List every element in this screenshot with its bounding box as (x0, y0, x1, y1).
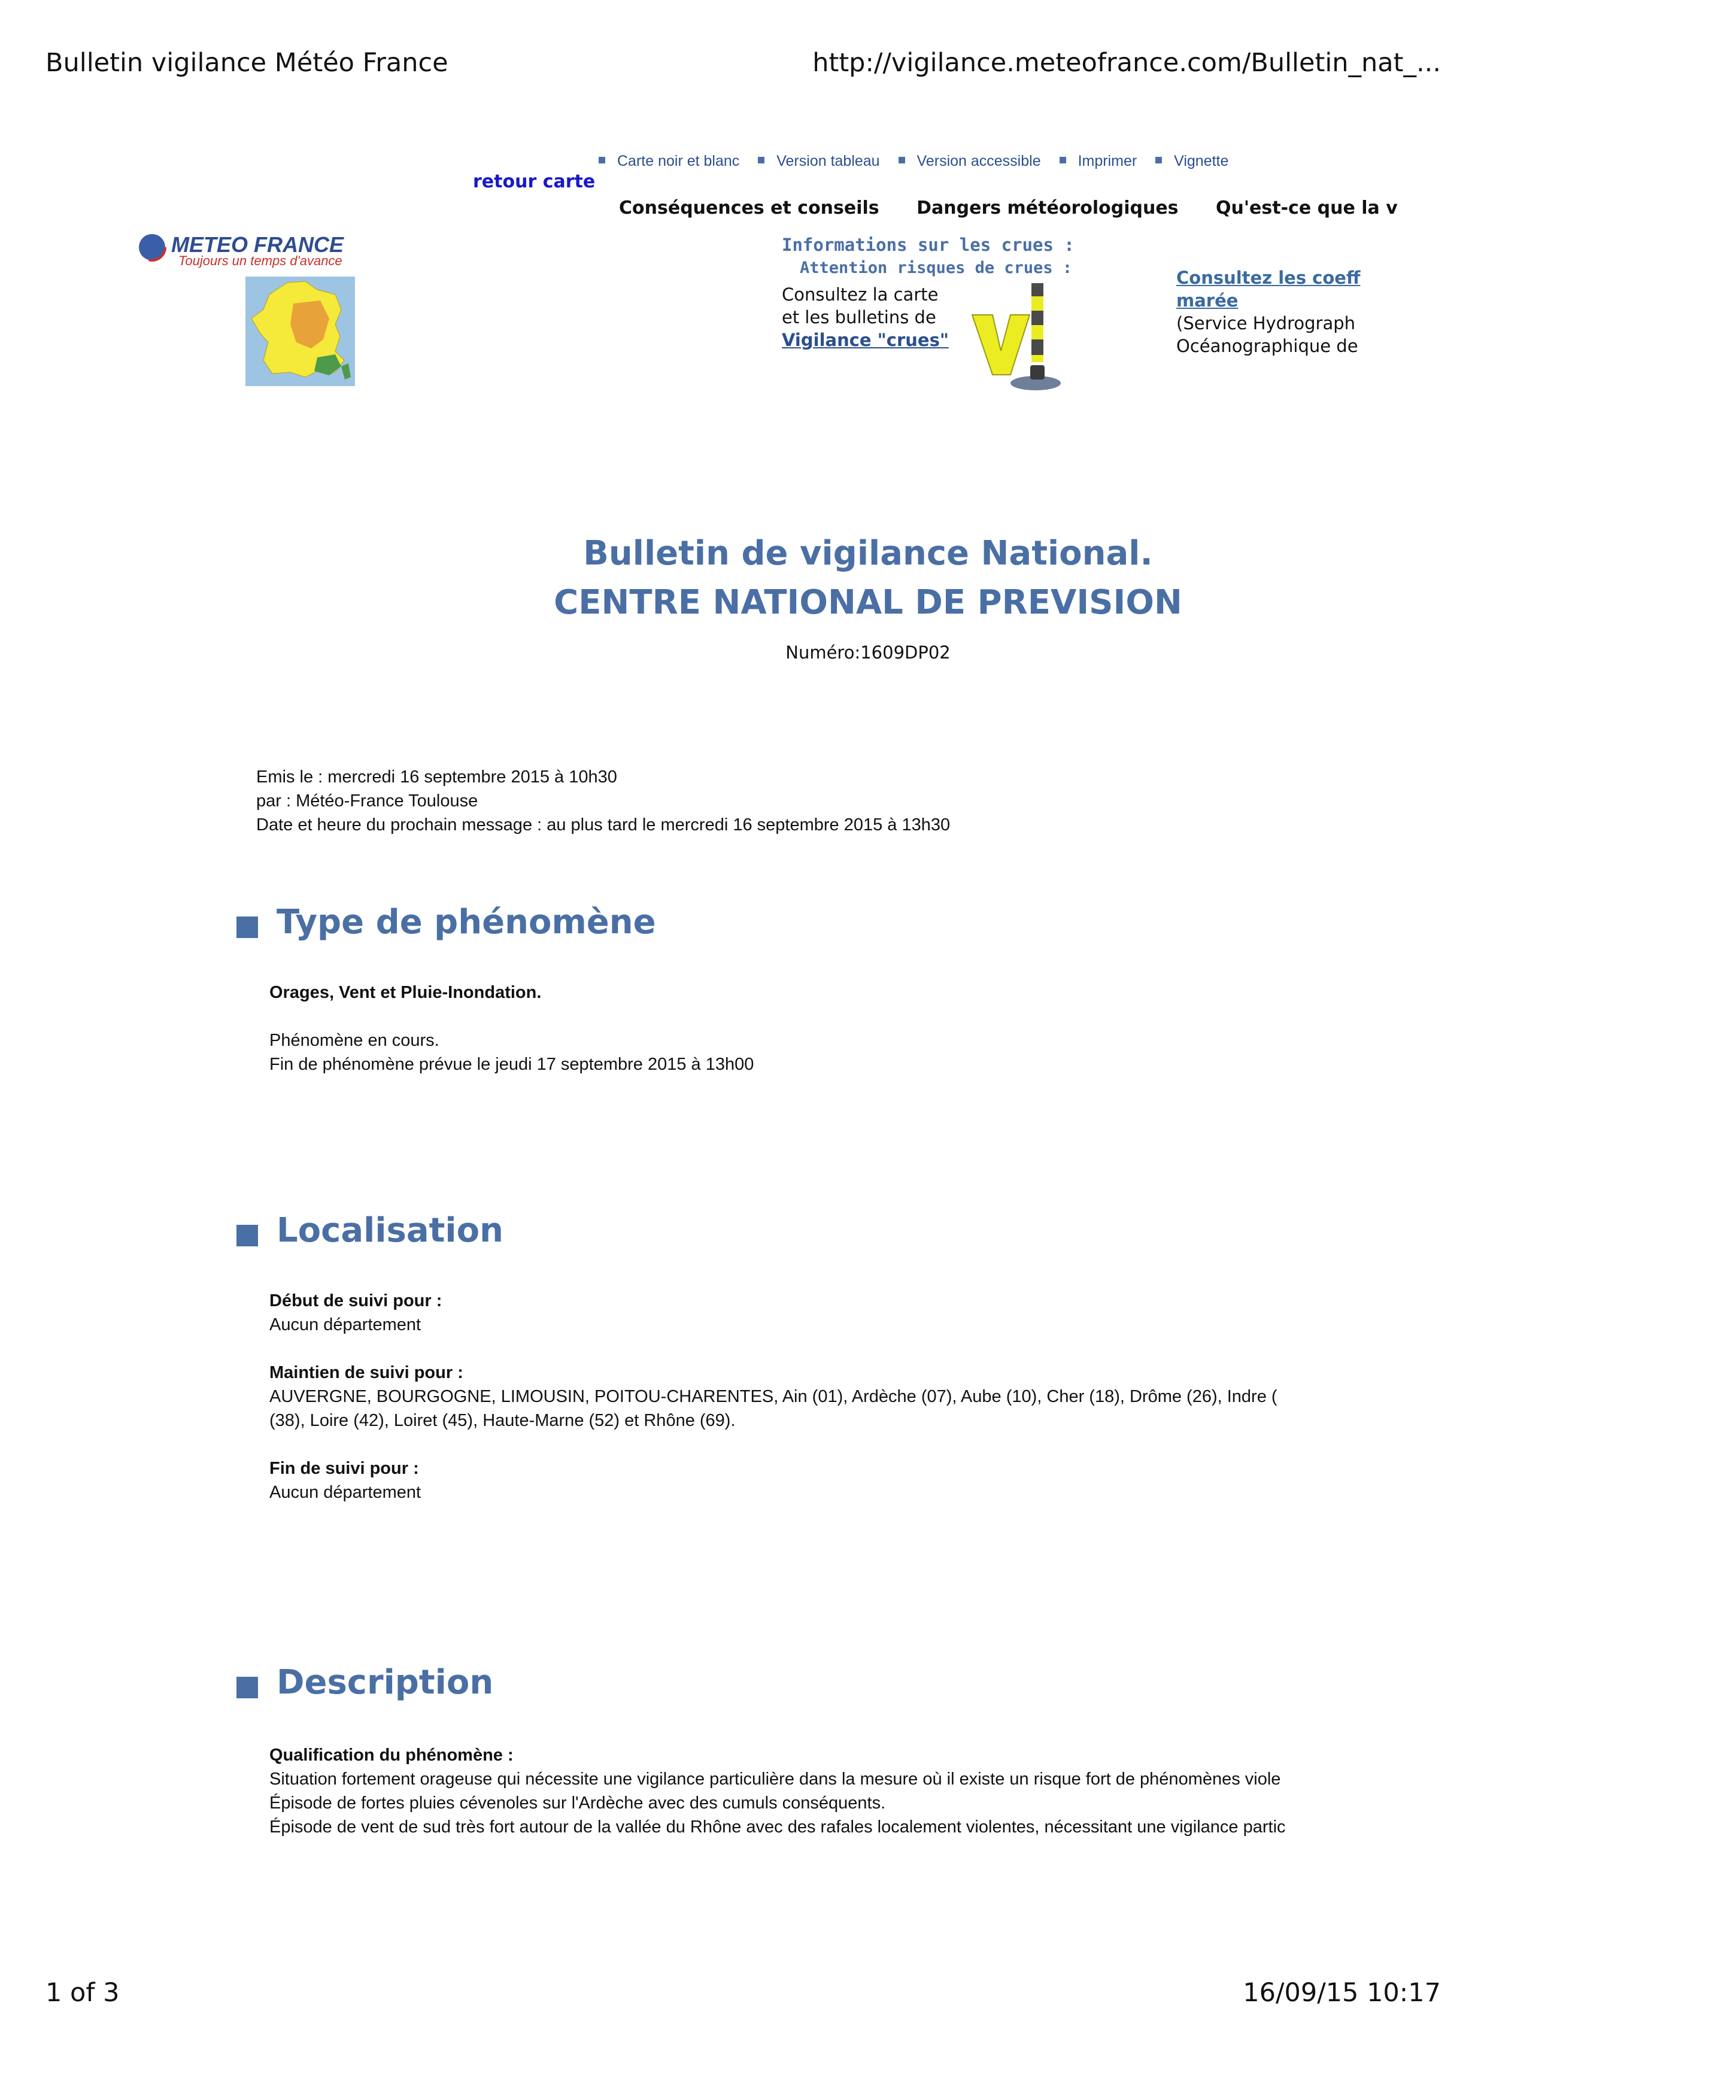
section-square-icon (236, 917, 258, 938)
crues-text-line-1: Consultez la carte (782, 284, 939, 305)
vigicrues-logo[interactable] (970, 280, 1066, 394)
crues-text (782, 283, 979, 351)
top-link-version-tableau[interactable]: Version tableau (758, 153, 879, 170)
debut-suivi-value: Aucun département (269, 1315, 421, 1334)
meteo-france-logo-graphic (138, 230, 353, 268)
coefficients-link-line-2[interactable]: marée (1176, 290, 1239, 311)
square-bullet-icon (1060, 157, 1066, 163)
emission-date: Emis le : mercredi 16 septembre 2015 à 10h30 (256, 767, 617, 787)
description-line-1: Situation fortement orageuse qui nécessite une vigilance particulière dans la mesure où il existe un risque fort de phénomènes viole (269, 1770, 1281, 1789)
top-link-version-accessible[interactable]: Version accessible (899, 153, 1041, 170)
description-line-2: Épisode de fortes pluies cévenoles sur l'Ardèche avec des cumuls conséquents. (269, 1794, 886, 1813)
square-bullet-icon (899, 157, 905, 163)
fin-suivi-label: Fin de suivi pour : (269, 1459, 419, 1478)
emission-info (256, 765, 950, 837)
svg-text:METEO FRANCE: METEO FRANCE (171, 232, 344, 257)
top-links (599, 153, 1243, 170)
svg-text:Toujours un temps d'avance: Toujours un temps d'avance (178, 253, 342, 268)
menu-item-quest-ce[interactable]: Qu'est-ce que la v (1216, 198, 1398, 219)
square-bullet-icon (758, 157, 764, 163)
localisation-content (269, 1289, 1359, 1504)
coefficients-text-line-1: (Service Hydrograph (1176, 313, 1356, 333)
debut-suivi-label: Début de suivi pour : (269, 1291, 442, 1310)
print-header-title: Bulletin vigilance Météo France (45, 48, 448, 78)
menu-item-dangers[interactable]: Dangers météorologiques (916, 198, 1179, 219)
coefficients-panel (1176, 266, 1359, 357)
print-header-url: http://vigilance.meteofrance.com/Bulletin_nat_... (812, 48, 1441, 78)
bulletin-title: Bulletin de vigilance National. (583, 534, 1153, 573)
description-line-3: Épisode de vent de sud très fort autour de la vallée du Rhône avec des rafales localement violentes, nécessitant une vigilance partic (269, 1817, 1286, 1837)
section-square-icon (236, 1677, 258, 1698)
vigilance-map-thumbnail[interactable] (245, 277, 355, 386)
retour-carte-link[interactable]: retour carte (473, 171, 596, 192)
emission-author: par : Météo-France Toulouse (256, 791, 478, 811)
next-message-date: Date et heure du prochain message : au plus tard le mercredi 16 septembre 2015 à 13h30 (256, 815, 951, 834)
bulletin-subtitle: CENTRE NATIONAL DE PREVISION (554, 583, 1182, 622)
phenomene-status: Phénomène en cours. (269, 1031, 439, 1050)
main-menu (619, 198, 1398, 219)
coefficients-text-line-2: Océanographique de (1176, 336, 1358, 356)
maintien-suivi-line-2: (38), Loire (42), Loiret (45), Haute-Marne (52) et Rhône (69). (269, 1411, 736, 1430)
top-link-vignette[interactable]: Vignette (1155, 153, 1228, 170)
section-heading-type: Type de phénomène (277, 903, 656, 942)
description-content (269, 1743, 1359, 1839)
fin-suivi-value: Aucun département (269, 1483, 421, 1502)
print-footer-page: 1 of 3 (45, 1978, 120, 2008)
vigicrues-icon (970, 280, 1066, 394)
qualification-label: Qualification du phénomène : (269, 1746, 514, 1765)
section-heading-localisation: Localisation (277, 1211, 503, 1250)
top-link-noir-blanc[interactable]: Carte noir et blanc (599, 153, 739, 170)
menu-item-consequences[interactable]: Conséquences et conseils (619, 198, 879, 219)
top-link-imprimer[interactable]: Imprimer (1060, 153, 1137, 170)
maintien-suivi-label: Maintien de suivi pour : (269, 1363, 463, 1382)
section-square-icon (236, 1225, 258, 1246)
section-heading-description: Description (277, 1663, 494, 1702)
crues-title: Informations sur les crues : (782, 235, 1075, 255)
maintien-suivi-line-1: AUVERGNE, BOURGOGNE, LIMOUSIN, POITOU-CHARENTES, Ain (01), Ardèche (07), Aube (10), Cher (18), Drôme (26), Indre ( (269, 1387, 1277, 1406)
bulletin-numero: Numéro:1609DP02 (785, 642, 951, 663)
phenomene-list: Orages, Vent et Pluie-Inondation. (269, 983, 542, 1002)
print-footer-datetime: 16/09/15 10:17 (1243, 1978, 1441, 2008)
phenomene-end: Fin de phénomène prévue le jeudi 17 septembre 2015 à 13h00 (269, 1055, 754, 1074)
square-bullet-icon (599, 157, 605, 163)
vigilance-crues-link[interactable]: Vigilance "crues" (782, 330, 949, 350)
france-map-icon (245, 277, 355, 386)
meteo-france-logo[interactable] (138, 230, 353, 268)
crues-subtitle: Attention risques de crues : (800, 259, 1073, 277)
crues-text-line-2: et les bulletins de (782, 307, 936, 327)
square-bullet-icon (1155, 157, 1162, 163)
type-phenomene-content (269, 981, 754, 1076)
coefficients-link-line-1[interactable]: Consultez les coeff (1176, 268, 1361, 288)
